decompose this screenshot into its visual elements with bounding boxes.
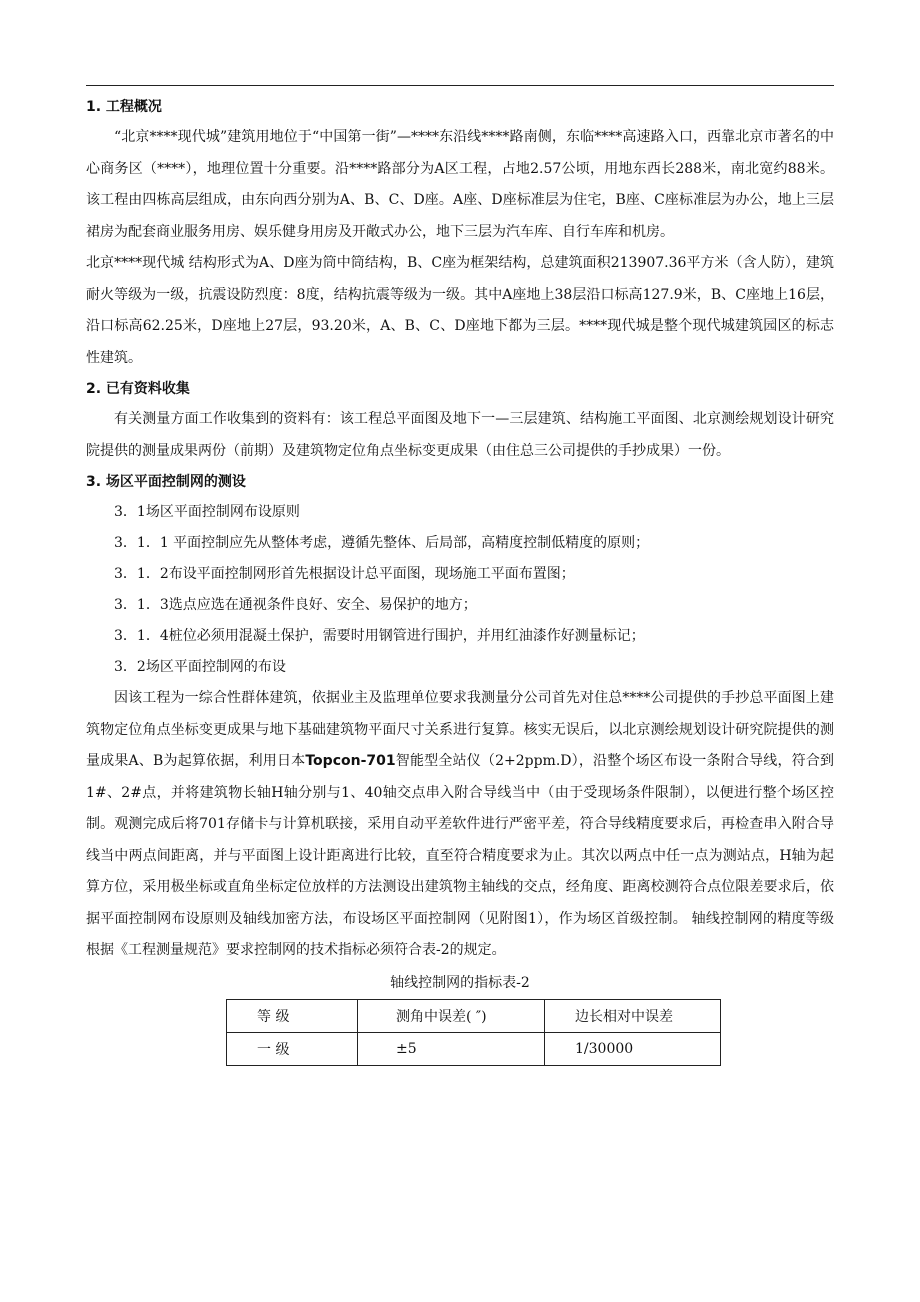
table-header-row <box>227 999 721 1032</box>
document-body <box>86 92 834 1066</box>
accuracy-table <box>226 999 721 1066</box>
table-row <box>227 1032 721 1065</box>
section-heading-2: 2. 已有资料收集 <box>86 381 190 397</box>
subsection-3-2: 3．2场区平面控制网的布设 <box>114 659 286 675</box>
subsection-3-1: 3．1场区平面控制网布设原则 <box>114 504 300 520</box>
header-cell-grade: 等 级 <box>227 999 358 1032</box>
section-heading-3: 3. 场区平面控制网的测设 <box>86 474 246 490</box>
instrument-model: Topcon-701 <box>305 753 396 769</box>
item-3-1-4: 3．1．4桩位必须用混凝土保护，需要时用钢管进行围护，并用红油漆作好测量标记； <box>114 628 645 644</box>
paragraph-materials: 有关测量方面工作收集到的资料有：该工程总平面图及地下一—三层建筑、结构施工平面图、北京测绘规划设计研究院提供的测量成果两份（前期）及建筑物定位角点坐标变更成果（由住总三公司提供的手抄成果）一份。 <box>86 411 834 459</box>
item-3-1-2: 3．1．2布设平面控制网形首先根据设计总平面图，现场施工平面布置图； <box>114 566 575 582</box>
paragraph-part-c: 智能型全站仪（2+2ppm.D），沿整个场区布设一条附合导线，符合到1#、2#点，并将建筑物长轴H轴分别与1、40轴交点串入附合导线当中（由于受现场条件限制），以便进行整个场区控制。观测完成后将701存储卡与计算机联接，采用自动平差软件进行严密平差，符合导线精度要求后，再检查串入附合导线当中两点间距离，并与平面图上设计距离进行比较，直至符合精度要求为止。其次以两点中任一点为测站点，H轴为起算方位，采用极坐标或直角坐标定位放样的方法测设出建筑物主轴线的交点，经角度、距离校测符合点位限差要求后，依据平面控制网布设原则及轴线加密方法，布设场区平面控制网（见附图1），作为场区首级控制。 轴线控制网的精度等级根据《工程测量规范》要求控制网的技术指标必须符合表-2的规定。 <box>86 753 835 958</box>
paragraph-overview: “北京****现代城”建筑用地位于“中国第一街”—****东沿线****路南侧，东临****高速路入口，西靠北京市著名的中心商务区（****），地理位置十分重要。沿****路部分为A区工程，占地2.57公顷，用地东西长288米，南北宽约88米。该工程由四栋高层组成，由东向西分别为A、B、C、D座。A座、D座标准层为住宅，B座、C座标准层为办公，地上三层裙房为配套商业服务用房、娱乐健身用房及开敞式办公，地下三层为汽车库、自行车库和机房。 <box>86 129 834 240</box>
cell-angle-error: ±5 <box>358 1032 545 1065</box>
paragraph-control-network <box>86 683 834 967</box>
table-caption: 轴线控制网的指标表-2 <box>390 974 530 991</box>
header-rule <box>86 85 834 86</box>
paragraph-structure: 北京****现代城 结构形式为A、D座为筒中筒结构，B、C座为框架结构，总建筑面积213907.36平方米（含人防），建筑耐火等级为一级，抗震设防烈度：8度，结构抗震等级为一级。其中A座地上38层沿口标高127.9米，B、C座地上16层，沿口标高62.25米，D座地上27层，93.20米，A、B、C、D座地下都为三层。****现代城是整个现代城建筑园区的标志性建筑。 <box>86 255 834 366</box>
paragraph-part-a: 因该工程为一综合性群体建筑，依据业主及监理单位要求我测量分公司首先对住总****公司提供的手抄总平面图上建筑物定位角点坐标变更成果与地下基础建筑物平面尺寸关系进行复算。核实无误后，以北京测绘规划设计研究院提供的测量成果A、B为起算依据，利用日本 <box>86 690 834 769</box>
section-heading-1: 1. 工程概况 <box>86 99 162 115</box>
item-3-1-3: 3．1．3选点应选在通视条件良好、安全、易保护的地方； <box>114 597 477 613</box>
header-cell-angle-error: 测角中误差( ″) <box>358 999 545 1032</box>
item-3-1-1: 3．1．1 平面控制应先从整体考虑，遵循先整体、后局部，高精度控制低精度的原则； <box>114 535 650 551</box>
header-cell-side-error: 边长相对中误差 <box>545 999 721 1032</box>
cell-side-error: 1/30000 <box>545 1032 721 1065</box>
cell-grade: 一 级 <box>227 1032 358 1065</box>
